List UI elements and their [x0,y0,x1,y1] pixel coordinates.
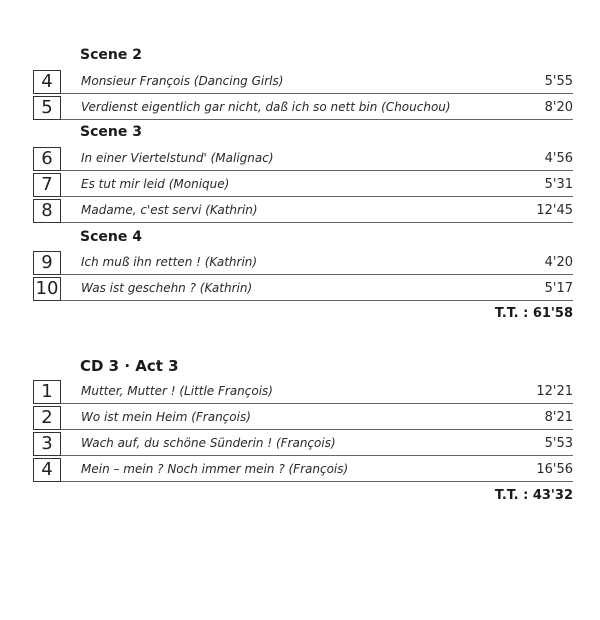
row-divider [61,222,573,223]
track-row [33,277,573,301]
total-time-cd3: T.T. : 43'32 [494,488,573,503]
track-duration: 16'56 [536,462,573,477]
track-number: 6 [33,147,61,171]
track-number: 4 [33,70,61,94]
cd3-act3-heading: CD 3 · Act 3 [80,357,179,375]
track-number: 3 [33,432,61,456]
row-divider [61,300,573,301]
track-title: Wach auf, du schöne Sünderin ! (François) [81,436,336,450]
track-row [33,406,573,430]
track-duration: 12'21 [536,384,573,399]
track-title: Was ist geschehn ? (Kathrin) [81,281,253,295]
track-number: 8 [33,199,61,223]
track-number: 2 [33,406,61,430]
track-row [33,96,573,120]
row-divider [61,429,573,430]
track-title: Madame, c'est servi (Kathrin) [81,203,258,217]
track-number: 9 [33,251,61,275]
track-duration: 5'53 [544,436,573,451]
track-row [33,432,573,456]
track-duration: 8'20 [544,100,573,115]
track-duration: 12'45 [536,203,573,218]
track-title: In einer Viertelstund' (Malignac) [81,151,274,165]
scene-3-heading: Scene 3 [80,124,142,140]
track-duration: 4'20 [544,255,573,270]
row-divider [61,119,573,120]
track-duration: 5'55 [544,74,573,89]
track-title: Mutter, Mutter ! (Little François) [81,384,273,398]
track-row [33,173,573,197]
track-duration: 5'17 [544,281,573,296]
scene-4-heading: Scene 4 [80,229,142,245]
row-divider [61,455,573,456]
track-number: 10 [33,277,61,301]
total-time-cd2: T.T. : 61'58 [494,306,573,321]
track-row [33,70,573,94]
track-title: Es tut mir leid (Monique) [81,177,230,191]
track-title: Wo ist mein Heim (François) [81,410,251,424]
track-row [33,458,573,482]
scene-2-heading: Scene 2 [80,47,142,63]
row-divider [61,93,573,94]
row-divider [61,196,573,197]
track-duration: 5'31 [544,177,573,192]
track-row [33,251,573,275]
track-duration: 8'21 [544,410,573,425]
row-divider [61,403,573,404]
track-number: 5 [33,96,61,120]
track-number: 7 [33,173,61,197]
track-title: Monsieur François (Dancing Girls) [81,74,284,88]
track-number: 1 [33,380,61,404]
track-title: Mein – mein ? Noch immer mein ? (François) [81,462,349,476]
track-title: Verdienst eigentlich gar nicht, daß ich so nett bin (Chouchou) [81,100,451,114]
track-row [33,147,573,171]
track-row [33,380,573,404]
row-divider [61,274,573,275]
track-duration: 4'56 [544,151,573,166]
track-row [33,199,573,223]
track-title: Ich muß ihn retten ! (Kathrin) [81,255,258,269]
track-number: 4 [33,458,61,482]
row-divider [61,170,573,171]
row-divider [61,481,573,482]
